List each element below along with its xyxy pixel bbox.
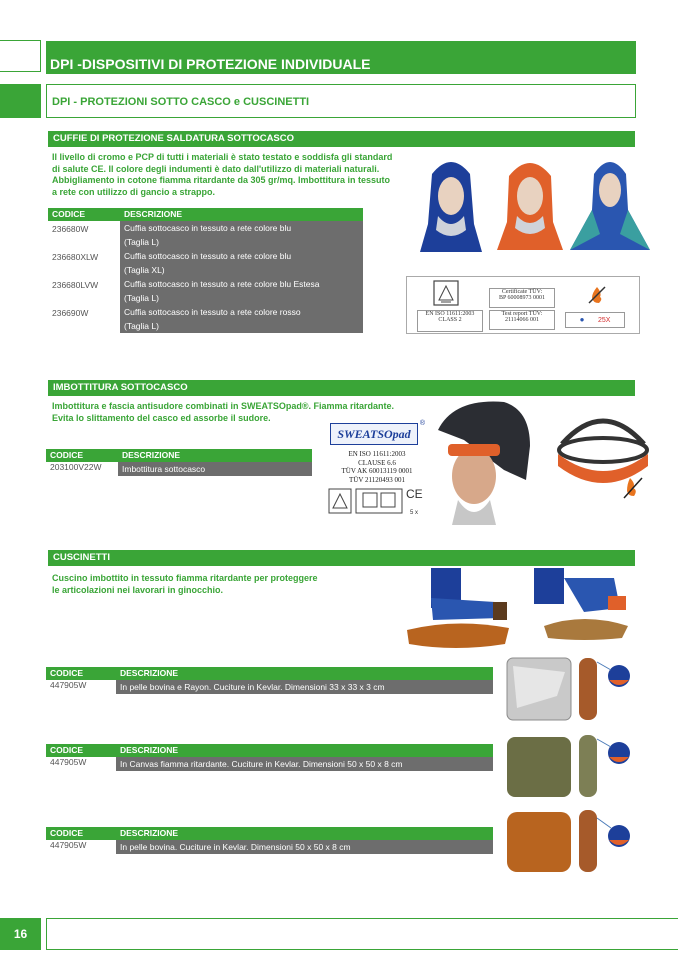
wash-cycles-label: 5 x — [410, 510, 419, 516]
imbottitura-pictograms — [328, 488, 424, 518]
col-code: CODICE — [46, 667, 116, 680]
flame-retardant-icon — [587, 285, 607, 305]
col-code: CODICE — [48, 208, 120, 221]
tuv-test-report-box: Test report TÜV: 21114066 001 — [489, 310, 555, 330]
table-row: 447905W In pelle bovina. Cuciture in Kevlar. Dimensioni 50 x 50 x 8 cm — [46, 840, 493, 854]
manual-pictogram-icon — [355, 488, 403, 514]
knee-pad-kneeling-image-1 — [405, 568, 517, 650]
header-left-green-block — [0, 84, 41, 118]
pad-leather-rayon-image — [505, 656, 645, 722]
page-main-title: DPI -DISPOSITIVI DI PROTEZIONE INDIVIDUALE — [46, 41, 636, 74]
table-row: 236690W Cuffia sottocasco in tessuto a rete colore rosso (Taglia L) — [48, 305, 363, 333]
headgear-pad-image — [548, 402, 658, 502]
hood-blue-image — [418, 154, 484, 254]
cuscinetti-table-2 — [46, 744, 493, 771]
table-row: 447905W In pelle bovina e Rayon. Cuciture in Kevlar. Dimensioni 33 x 33 x 3 cm — [46, 680, 493, 694]
knee-pad-kneeling-image-2 — [524, 568, 636, 640]
page-number: 16 — [13, 927, 28, 941]
page-number-box — [0, 918, 41, 950]
page-sub-title-box — [46, 84, 636, 118]
col-desc: DESCRIZIONE — [120, 208, 363, 221]
footer-box — [46, 918, 678, 950]
table-row: 203100V22W Imbottitura sottocasco — [46, 462, 312, 476]
col-desc: DESCRIZIONE — [116, 667, 493, 680]
tuv-certificate-box: Certificate TÜV: BP 60008973 0001 — [489, 288, 555, 308]
cuscinetti-table-header — [46, 667, 493, 680]
imbottitura-table — [46, 449, 312, 476]
svg-text:CE: CE — [406, 487, 423, 500]
cuffie-description: Il livello di cromo e PCP di tutti i materiali è stato testato e soddisfa gli standard di salute CE. Il colore degli indumenti è dato dall'utilizzo di materiali naturali. Abbigliamento in cotone fiamma ritardante da 305 gr/mq. Imbottitura in tessuto a rete con utilizzo di gancio a strappo. — [52, 152, 393, 197]
pad-leather-image — [505, 808, 645, 874]
cuscinetti-section-title: CUSCINETTI — [48, 550, 635, 566]
col-code: CODICE — [46, 744, 116, 757]
cuffie-certificate-panel — [406, 276, 640, 334]
helmet-head-image — [434, 400, 534, 525]
cuscinetti-table-3 — [46, 827, 493, 854]
col-desc: DESCRIZIONE — [116, 827, 493, 840]
welding-pictogram-icon — [328, 488, 352, 514]
table-row: 447905W In Canvas fiamma ritardante. Cuciture in Kevlar. Dimensioni 50 x 50 x 8 cm — [46, 757, 493, 771]
header-left-box — [0, 40, 41, 72]
imbottitura-cert-text: EN ISO 11611:2003 CLAUSE 6.6 TÜV AK 60013119 0001 TÜV 21120493 001 — [341, 450, 413, 484]
wash-icon: ● — [579, 315, 585, 324]
cuscinetti-table-header — [46, 827, 493, 840]
ce-mark-icon — [406, 486, 424, 500]
hood-blue-extended-image — [570, 154, 650, 254]
col-desc: DESCRIZIONE — [118, 449, 312, 462]
table-row: 236680XLW Cuffia sottocasco in tessuto a rete colore blu (Taglia XL) — [48, 249, 363, 277]
imbottitura-section-title: IMBOTTITURA SOTTOCASCO — [48, 380, 635, 396]
col-code: CODICE — [46, 827, 116, 840]
hood-orange-image — [495, 154, 565, 254]
cuscinetti-description: Cuscino imbottito in tessuto fiamma ritardante per proteggere le articolazioni nei lavorari in ginocchio. — [52, 573, 318, 595]
welding-pictogram-icon — [433, 280, 459, 306]
registered-mark: ® — [419, 420, 425, 427]
page-sub-title: DPI - PROTEZIONI SOTTO CASCO e CUSCINETTI — [52, 96, 310, 108]
sweatsopad-logo: SWEATSOpad ® — [330, 423, 418, 445]
wash-cycles-box: ● 25X — [565, 312, 625, 328]
imbottitura-table-header — [46, 449, 312, 462]
col-desc: DESCRIZIONE — [116, 744, 493, 757]
cuscinetti-table-header — [46, 744, 493, 757]
pad-canvas-image — [505, 733, 645, 799]
cuscinetti-table-1 — [46, 667, 493, 694]
cuffie-table — [48, 208, 363, 333]
imbottitura-description: Imbottitura e fascia antisudore combinati in SWEATSOpad®. Fiamma ritardante. Evita lo slittamento del casco ed assorbe il sudore. — [52, 401, 395, 423]
iso-standard-box: EN ISO 11611:2003 CLASS 2 — [417, 310, 483, 332]
cuffie-table-header — [48, 208, 363, 221]
col-code: CODICE — [46, 449, 118, 462]
table-row: 236680LVW Cuffia sottocasco in tessuto a rete colore blu Estesa (Taglia L) — [48, 277, 363, 305]
table-row: 236680W Cuffia sottocasco in tessuto a rete colore blu (Taglia L) — [48, 221, 363, 249]
cuffie-section-title: CUFFIE DI PROTEZIONE SALDATURA SOTTOCASCO — [48, 131, 635, 147]
